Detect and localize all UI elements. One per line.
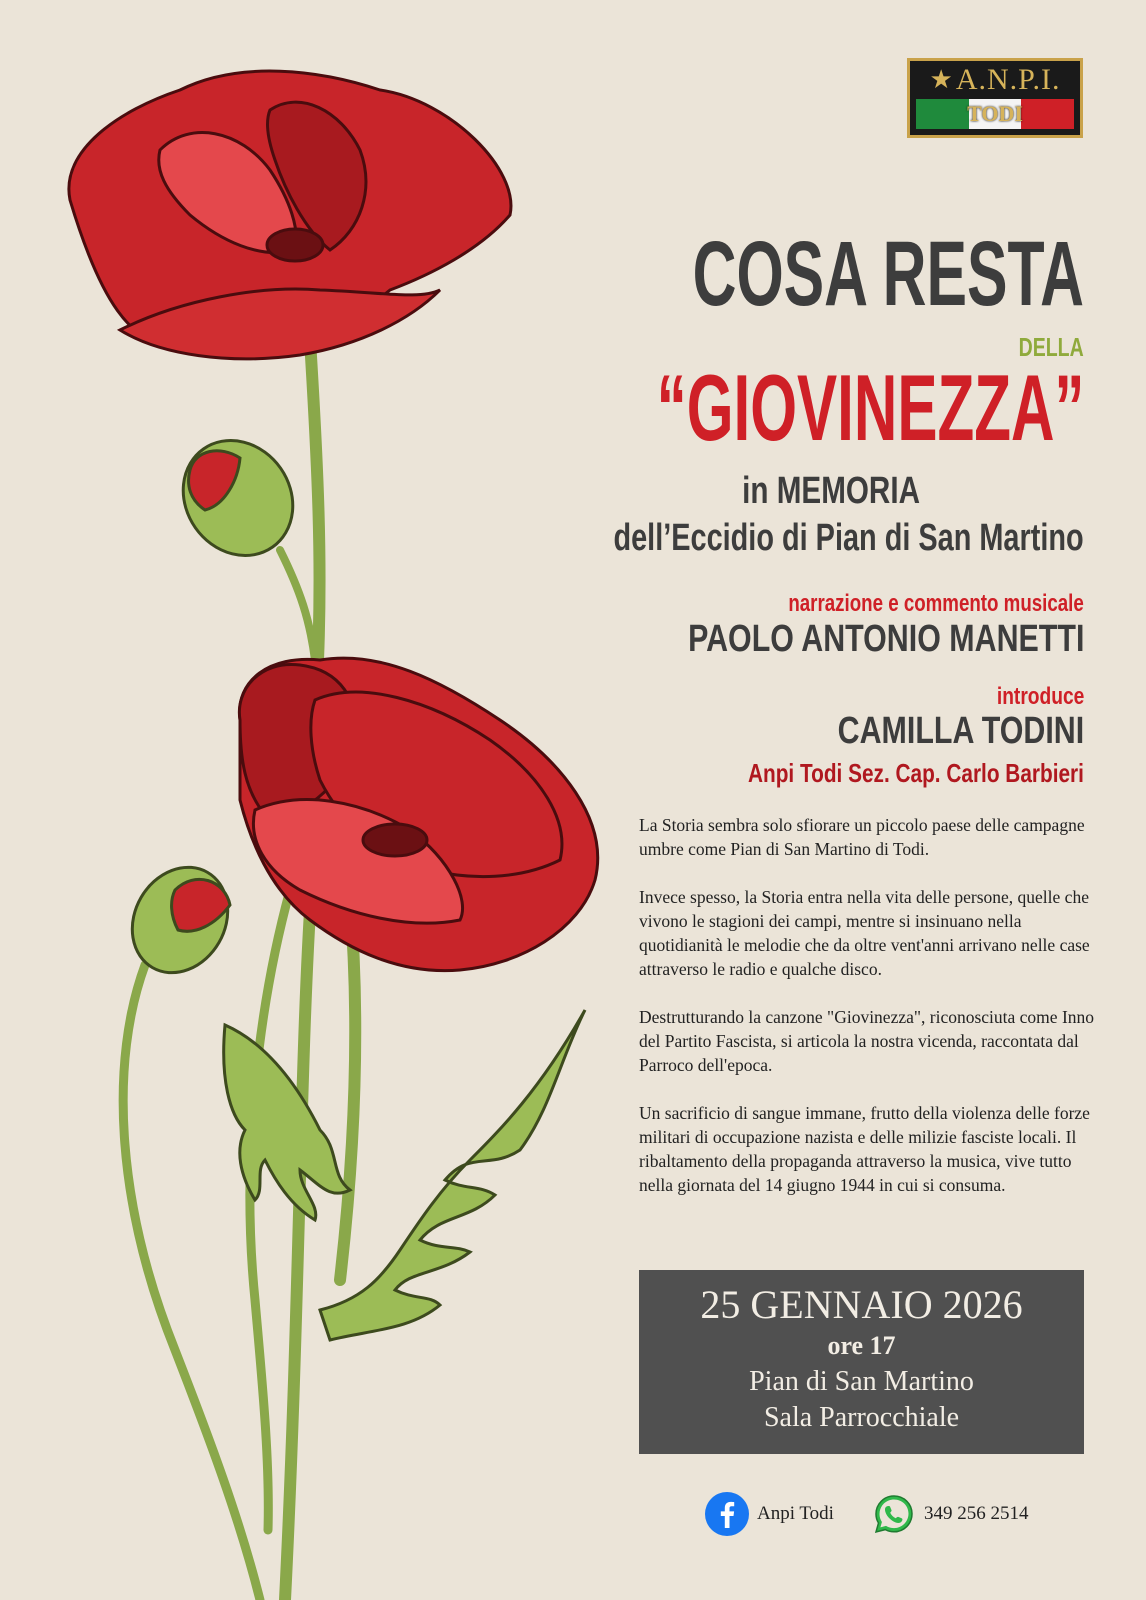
whatsapp-icon[interactable]: [872, 1492, 916, 1536]
event-time: ore 17: [827, 1331, 896, 1360]
event-venue: Sala Parrocchiale: [763, 1402, 960, 1433]
description-paragraph: Un sacrificio di sangue immane, frutto della violenza delle forze militari di occupazione nazista e delle milizie fasciste locali. Il ribaltamento della propaganda attraverso la musica, vive tutto nella giornata del 14 giugno 1944 in cui si consuma.: [639, 1103, 1090, 1195]
event-date: 25 GENNAIO 2026: [700, 1282, 1023, 1327]
title-connector: DELLA: [1018, 332, 1084, 362]
description-paragraph: Invece spesso, la Storia entra nella vita delle persone, quelle che vivono le stagioni dei campi, mentre si insinuano nella quotidianità le melodie che da oltre vent'anni arrivano nelle case attraverso le radio e qualche disco.: [639, 887, 1090, 979]
title-line2: “GIOVINEZZA”: [656, 355, 1084, 460]
credit-role-narration: narrazione e commento musicale: [788, 590, 1084, 617]
contacts: [705, 1492, 1028, 1536]
facebook-handle[interactable]: Anpi Todi: [757, 1503, 834, 1524]
description: [639, 813, 1099, 1221]
logo-city: TODI: [967, 101, 1023, 126]
description-paragraph: La Storia sembra solo sfiorare un piccolo paese delle campagne umbre come Pian di San Martino di Todi.: [639, 815, 1085, 859]
credit-affiliation: Anpi Todi Sez. Cap. Carlo Barbieri: [748, 758, 1084, 788]
event-place: Pian di San Martino: [749, 1366, 974, 1397]
description-paragraph: Destrutturando la canzone "Giovinezza", riconosciuta come Inno del Partito Fascista, si articola la nostra vicenda, raccontata dal Parroco dell'epoca.: [639, 1007, 1095, 1075]
event-details-box: [639, 1270, 1084, 1454]
phone-number[interactable]: 349 256 2514: [923, 1503, 1029, 1524]
title-line1: COSA RESTA: [692, 223, 1084, 325]
star-icon: ★: [929, 65, 954, 94]
anpi-logo: [907, 58, 1083, 138]
credit-name-intro: CAMILLA TODINI: [837, 710, 1084, 752]
logo-text: A.N.P.I.: [955, 63, 1061, 96]
credit-name-narrator: PAOLO ANTONIO MANETTI: [687, 618, 1084, 660]
subtitle-line1: in MEMORIA: [742, 470, 920, 512]
facebook-icon[interactable]: [705, 1492, 749, 1536]
credit-role-intro: introduce: [996, 683, 1084, 710]
subtitle-line2: dell’Eccidio di Pian di San Martino: [613, 517, 1084, 559]
